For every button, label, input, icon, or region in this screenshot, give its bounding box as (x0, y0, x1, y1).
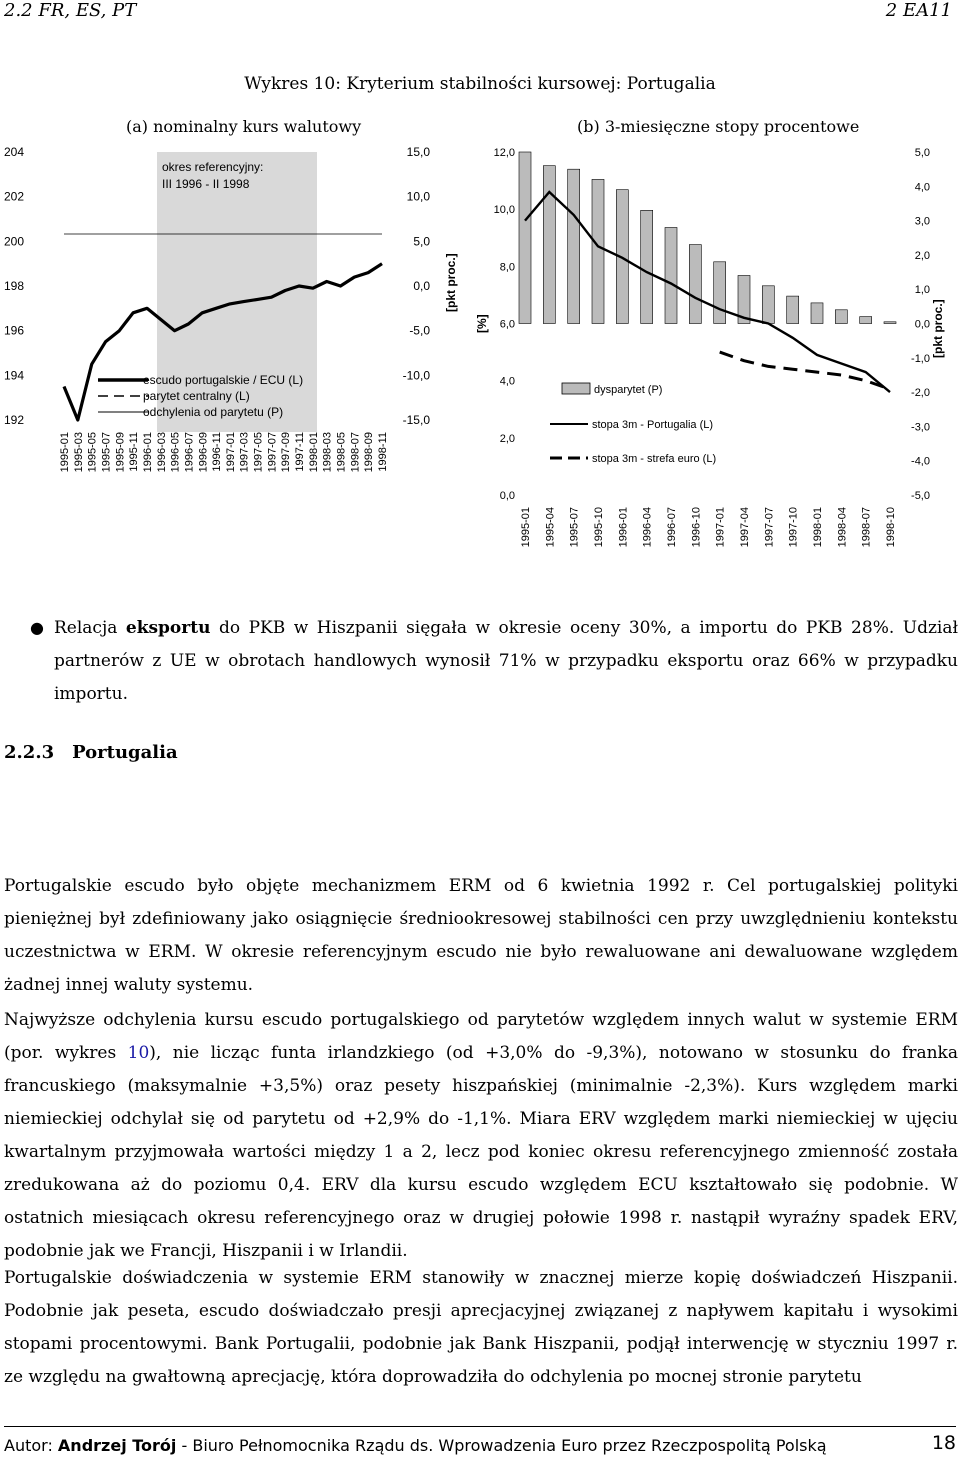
b-bar (592, 179, 604, 323)
page-number: 18 (931, 1432, 956, 1454)
b-yleft-tick: 0,0 (499, 490, 515, 502)
a-yright-tick: 5,0 (413, 234, 430, 249)
running-header (0, 0, 960, 26)
paragraph-2 (4, 1004, 958, 1268)
a-xtick: 1996-03 (155, 432, 168, 473)
legend-swatch-disparity (562, 383, 590, 394)
paragraph-3: Portugalskie doświadczenia w systemie ERM stanowiły w znacznej mierze kopię doświadczeń Hiszpanii. Podobnie jak peseta, escudo doświadczało presji aprecjacyjnej związanej z napływem kapitału i wysokimi stopami procentowymi. Bank Portugalii, podobnie jak Bank Hiszpanii, podjął interwencję w styczniu 1997 r. ze względu na gwałtowną aprecjację, która doprowadziła do odchylenia po mocnej stronie parytetu (4, 1268, 958, 1387)
b-bar (568, 169, 580, 323)
footer-affiliation: - Biuro Pełnomocnika Rządu ds. Wprowadzenia Euro przez Rzeczpospolitą Polską (176, 1436, 827, 1455)
legend-label-euro: stopa 3m - strefa euro (L) (592, 453, 717, 465)
ylabel-right-a: [pkt proc.] (444, 253, 458, 312)
b-bar (543, 166, 555, 324)
a-xtick: 1997-09 (280, 432, 293, 473)
b-yright-tick: 1,0 (914, 284, 930, 297)
ylabel-right-b: [pkt proc.] (931, 299, 945, 358)
section-number: 2.2.3 (4, 742, 55, 763)
section-heading (4, 742, 196, 763)
a-xtick: 1998-11 (377, 432, 389, 472)
a-xtick: 1996-01 (141, 432, 154, 473)
subtitle-b: (b) 3-miesięczne stopy procentowe (577, 117, 860, 136)
footer (4, 1432, 956, 1455)
b-bar (519, 152, 531, 324)
a-xtick: 1995-09 (114, 432, 127, 473)
b-xtick: 1997-01 (714, 507, 727, 548)
subtitle-a: (a) nominalny kurs walutowy (126, 117, 362, 136)
b-bar (689, 245, 701, 324)
legend-label-deviation: odchylenia od parytetu (P) (143, 405, 284, 419)
b-xtick: 1998-04 (836, 507, 849, 548)
b-bar (835, 310, 847, 324)
a-yleft-tick: 192 (4, 413, 25, 427)
a-yleft-tick: 204 (4, 145, 25, 159)
a-xtick: 1996-09 (197, 432, 210, 473)
b-yright-tick: -1,0 (911, 352, 930, 365)
footer-rule (4, 1426, 956, 1427)
ylabel-left-b: [%] (475, 314, 489, 333)
b-yright-tick: 0,0 (914, 318, 930, 331)
a-xtick: 1995-03 (72, 432, 85, 473)
b-bar (787, 296, 799, 323)
legend-label-disparity: dysparytet (P) (594, 384, 663, 396)
b-xtick: 1996-10 (690, 507, 703, 548)
b-yright-tick: 2,0 (914, 249, 930, 262)
b-yleft-tick: 2,0 (499, 432, 515, 445)
b-bar (762, 286, 774, 324)
a-yright-tick: 15,0 (406, 145, 430, 159)
b-yright-tick: 5,0 (914, 147, 930, 159)
b-bar (665, 228, 677, 324)
chart-a (0, 140, 480, 500)
bullet-text-bold: eksportu (125, 618, 211, 638)
a-xtick: 1995-07 (100, 432, 113, 473)
b-yright-tick: -3,0 (911, 421, 930, 434)
bullet-paragraph (54, 612, 958, 711)
a-yright-tick: -10,0 (402, 368, 430, 383)
b-yleft-tick: 10,0 (493, 204, 515, 217)
a-xtick: 1998-07 (349, 432, 362, 473)
b-xtick: 1998-01 (812, 507, 824, 548)
para2-text-post: ), nie licząc funta irlandzkiego (od +3,0% do -9,3%), notowano w stosunku do franka francuskiego (maksymalnie +3,5%) oraz pesety hiszpańskiej (minimalnie -2,3%). Kurs względem marki niemieckiej odchylał się od parytetu od +2,9% do -1,1%. Miara ERV względem marki niemieckiej w ujęciu kwartalnym przyjmowała wartości między 1 a 2, lecz pod koniec okresu referencyjnego zmienność została zredukowana aż do poziomu 0,4. ERV dla kursu escudo względem ECU kształtowało się podobnie. W ostatnich miesiącach okresu referencyjnego oraz w drugiej połowie 1998 r. nastąpił wyraźny spadek ERV, podobnie jak we Francji, Hiszpanii i w Irlandii. (4, 1043, 958, 1261)
b-xtick: 1998-07 (860, 507, 873, 548)
a-xtick: 1997-05 (252, 432, 265, 473)
a-yright-tick: -15,0 (402, 413, 430, 427)
b-yright-tick: 4,0 (914, 181, 930, 194)
a-xtick: 1998-03 (321, 432, 334, 473)
a-yleft-tick: 202 (4, 189, 25, 204)
para2-text-pre: Najwyższe odchylenia kursu escudo portugalskiego od parytetów względem innych walut w systemie ERM (por. wykres (4, 1010, 958, 1063)
b-xtick: 1997-07 (763, 507, 776, 548)
a-yright-tick: 0,0 (413, 279, 430, 293)
footer-author: Andrzej Torój (57, 1436, 177, 1455)
a-yright-tick: 10,0 (406, 189, 430, 204)
a-xtick: 1998-09 (363, 432, 376, 473)
a-yleft-tick: 194 (4, 368, 25, 383)
bullet-text-post: do PKB w Hiszpanii sięgała w okresie oceny 30%, a importu do PKB 28%. Udział partnerów z UE w obrotach handlowych wynosił 71% w przypadku eksportu oraz 66% w przypadku importu. (54, 618, 959, 704)
header-section: 2.2 FR, ES, PT (4, 0, 137, 21)
b-yright-tick: 3,0 (914, 215, 930, 228)
a-yleft-tick: 200 (4, 234, 25, 249)
b-yleft-tick: 4,0 (499, 375, 515, 388)
b-xtick: 1995-07 (568, 507, 581, 548)
b-xtick: 1996-01 (617, 507, 630, 548)
a-xtick: 1996-11 (211, 432, 224, 472)
a-xtick: 1997-01 (224, 432, 237, 473)
a-yleft-tick: 198 (4, 279, 25, 293)
b-yleft-tick: 12,0 (493, 147, 515, 159)
ref-label-2: III 1996 - II 1998 (162, 177, 250, 191)
a-xtick: 1995-11 (128, 432, 141, 472)
b-bar (811, 303, 823, 324)
b-xtick: 1996-04 (641, 507, 654, 548)
a-xtick: 1995-01 (59, 432, 71, 473)
b-xtick: 1995-04 (544, 507, 557, 548)
section-title: Portugalia (72, 742, 178, 763)
bullet-icon: ● (30, 618, 44, 637)
figure-ref-link[interactable]: 10 (127, 1043, 150, 1063)
b-bar (641, 210, 653, 323)
b-bar (860, 317, 872, 324)
a-xtick: 1995-05 (86, 432, 99, 473)
b-xtick: 1997-04 (739, 507, 751, 548)
b-xtick: 1995-01 (520, 507, 532, 548)
a-xtick: 1996-07 (183, 432, 196, 473)
b-xtick: 1995-10 (593, 507, 605, 548)
b-bar (884, 322, 896, 324)
b-yright-tick: -4,0 (911, 455, 930, 468)
a-xtick: 1997-11 (294, 432, 307, 472)
ref-label-1: okres referencyjny: (162, 160, 264, 174)
header-chapter: 2 EA11 (885, 0, 952, 21)
b-bar (714, 262, 726, 324)
a-xtick: 1997-07 (266, 432, 279, 473)
legend-label-parity: parytet centralny (L) (143, 389, 250, 403)
a-yright-tick: -5,0 (409, 323, 430, 338)
legend-label-portugal: stopa 3m - Portugalia (L) (592, 419, 714, 431)
a-xtick: 1996-05 (169, 432, 182, 473)
b-yleft-tick: 8,0 (499, 261, 515, 274)
a-xtick: 1998-01 (307, 432, 320, 473)
b-yright-tick: -5,0 (911, 490, 930, 502)
a-xtick: 1997-03 (238, 432, 251, 473)
b-xtick: 1998-10 (885, 507, 897, 548)
a-yleft-tick: 196 (4, 323, 25, 338)
chart-b (470, 140, 960, 560)
b-yright-tick: -2,0 (911, 387, 930, 400)
figure-title: Wykres 10: Kryterium stabilności kursowej: Portugalia (244, 74, 716, 94)
a-xtick: 1998-05 (335, 432, 348, 473)
bullet-text-pre: Relacja (54, 618, 126, 638)
b-xtick: 1997-10 (787, 507, 800, 548)
b-xtick: 1996-07 (666, 507, 678, 548)
footer-prefix: Autor: (4, 1436, 58, 1455)
legend-label-escudo: escudo portugalskie / ECU (L) (143, 373, 304, 387)
paragraph-1: Portugalskie escudo było objęte mechanizmem ERM od 6 kwietnia 1992 r. Cel portugalskiej polityki pieniężnej był zdefiniowany jako osiągnięcie średniookresowej stabilności cen przy uwzględnieniu kontekstu uczestnictwa w ERM. W okresie referencyjnym escudo nie było rewaluowane ani dewaluowane względem żadnej innej waluty systemu. (4, 876, 958, 995)
b-yleft-tick: 6,0 (499, 318, 515, 331)
